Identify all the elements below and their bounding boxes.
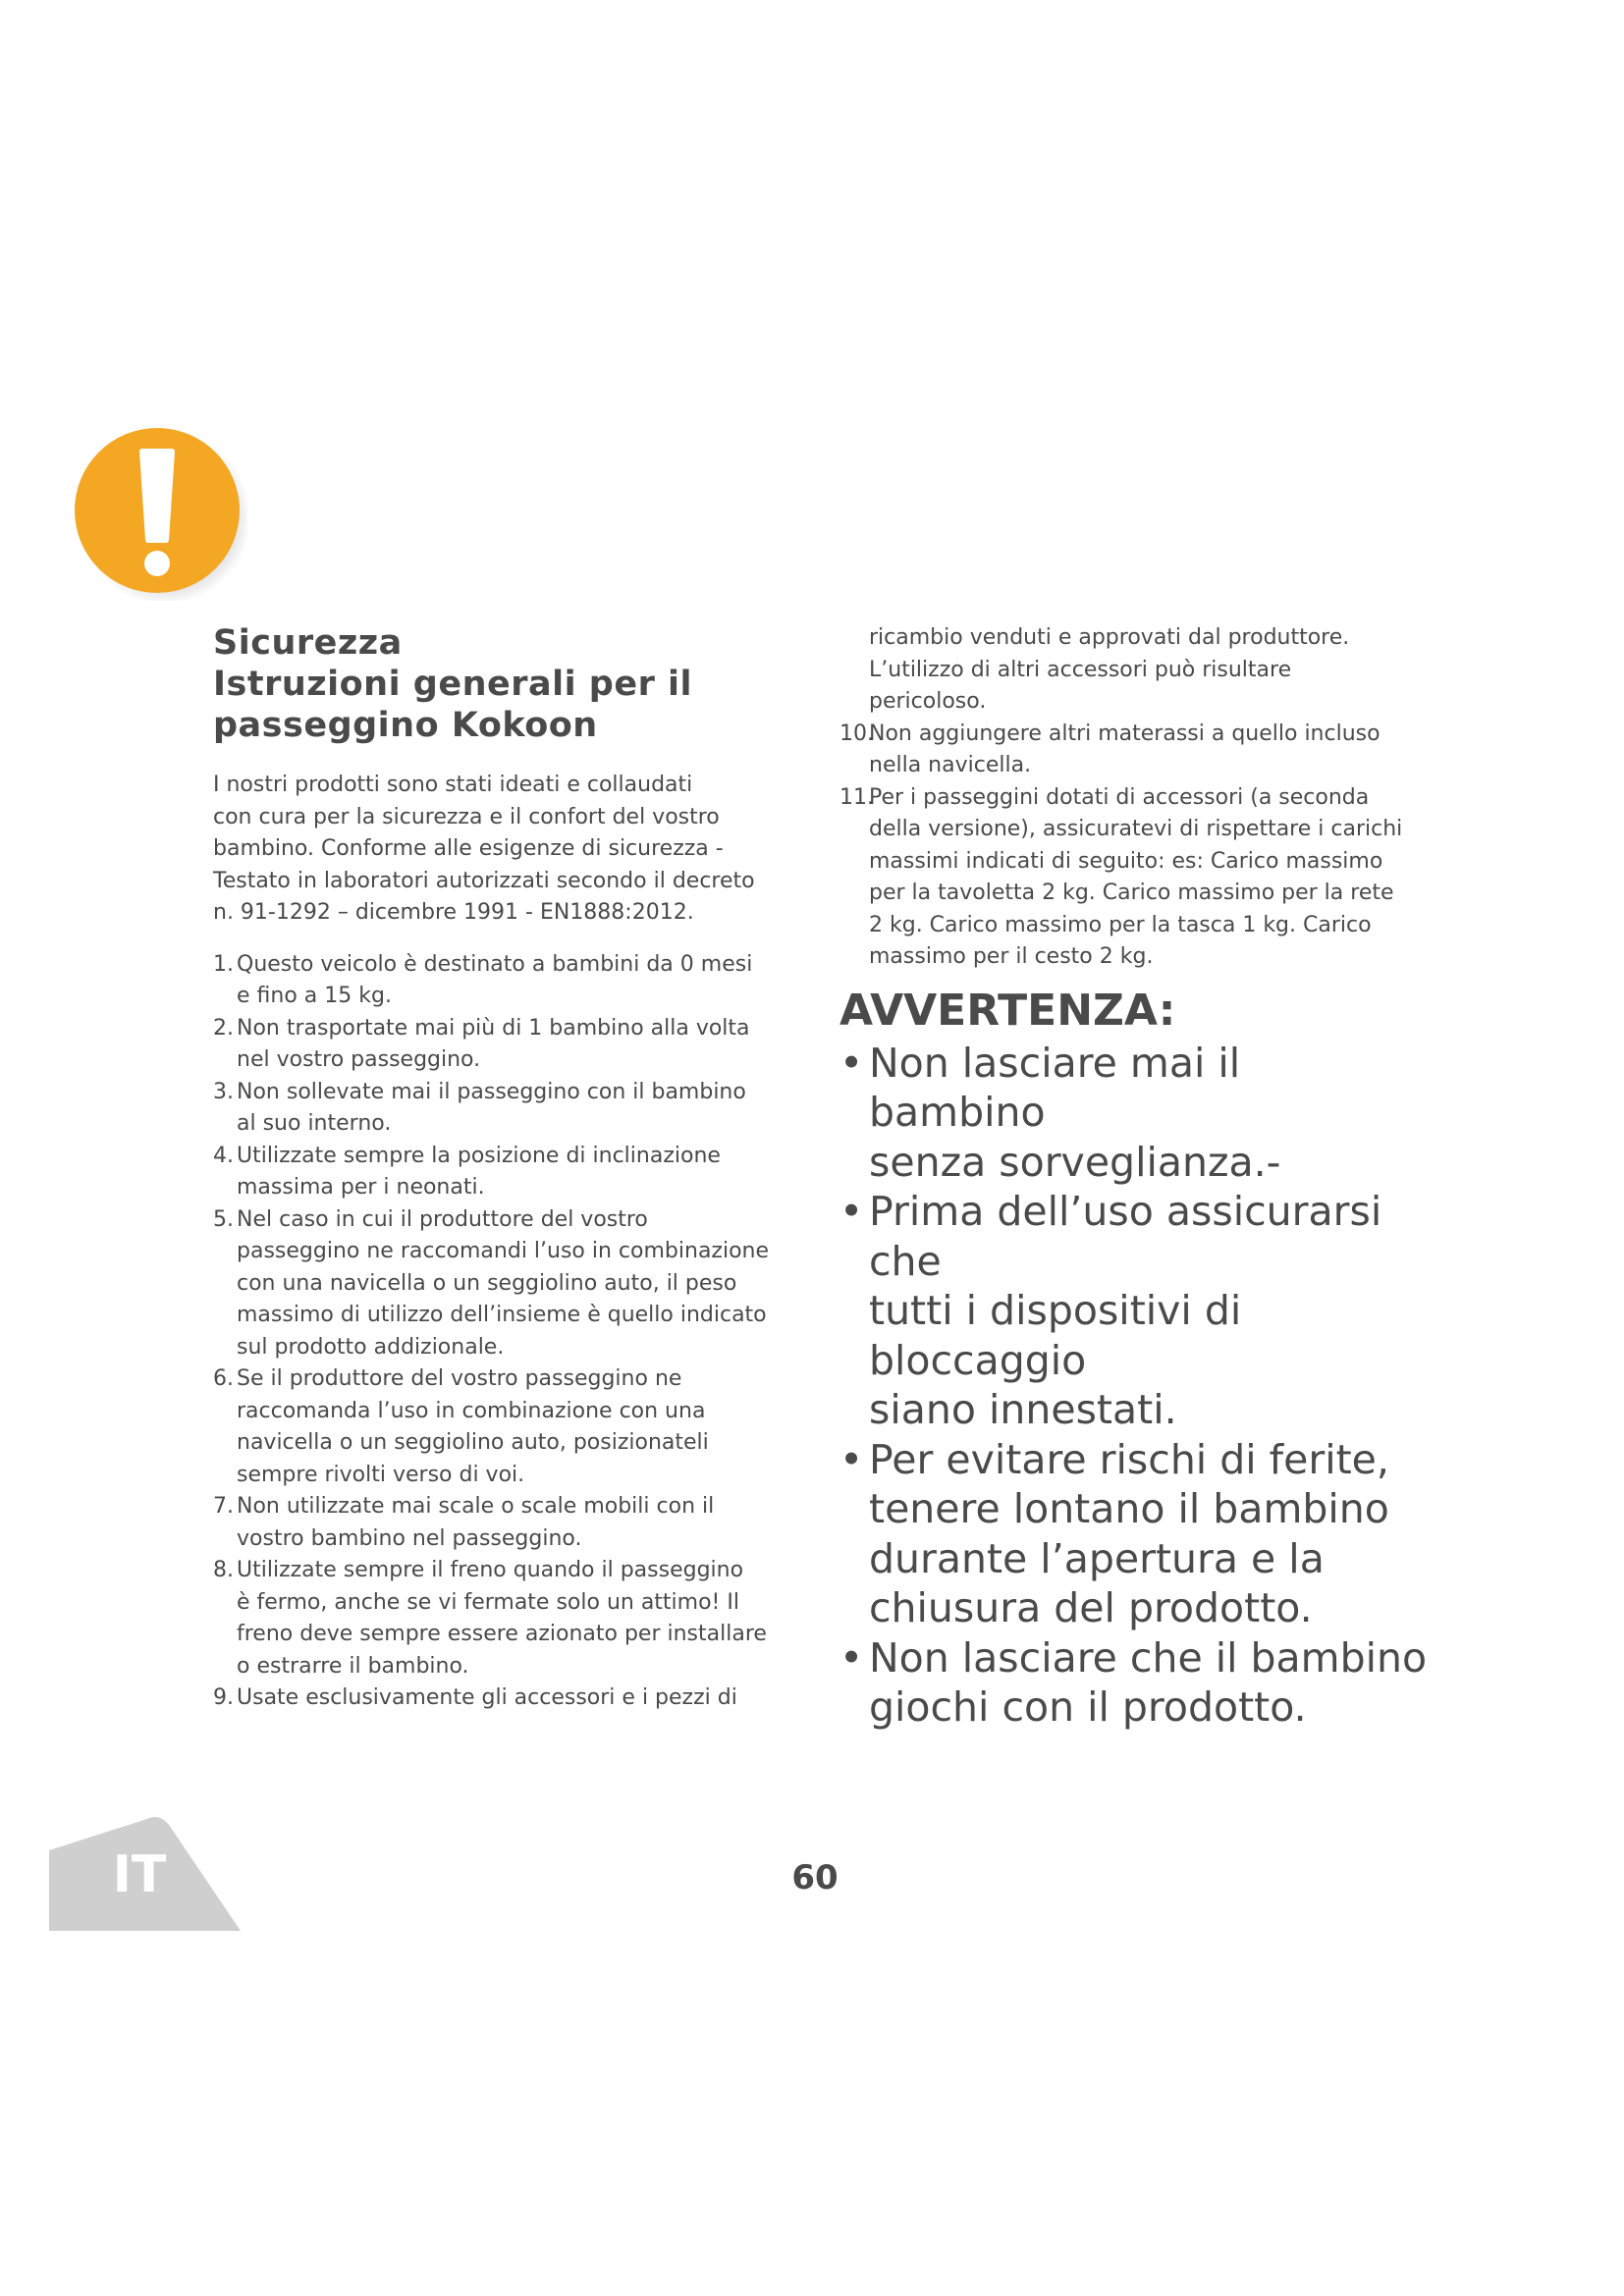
list-item xyxy=(213,1077,778,1141)
list-item-text: Questo veicolo è destinato a bambini da 0 mesi e fino a 15 kg. xyxy=(237,951,753,1008)
warning-item-text: Prima dell’uso assicurarsi che tutti i dispositivi di bloccaggio siano innestati. xyxy=(869,1188,1382,1433)
page-number: 60 xyxy=(791,1858,839,1897)
bullet: • xyxy=(839,1435,864,1483)
warning-item-text: Non lasciare mai il bambino senza sorveglianza.- xyxy=(869,1039,1281,1186)
list-item xyxy=(213,949,778,1013)
bullet: • xyxy=(839,1188,864,1235)
warning-item-text: Per evitare rischi di ferite, tenere lontano il bambino durante l’apertura e la chiusura del prodotto. xyxy=(869,1435,1389,1631)
title-line-2: Istruzioni generali per il xyxy=(213,665,693,704)
list-item-number: 5. xyxy=(213,1206,234,1232)
list-item xyxy=(839,622,1429,719)
bullet: • xyxy=(839,1039,864,1087)
list-item xyxy=(213,1013,778,1077)
warning-list xyxy=(839,1039,1429,1733)
warning-item xyxy=(839,1633,1429,1733)
warning-title: AVVERTENZA: xyxy=(839,985,1176,1036)
list-item-number: 7. xyxy=(213,1494,234,1519)
list-item-text: Non trasportate mai più di 1 bambino alla volta nel vostro passeggino. xyxy=(237,1015,750,1072)
language-tab-shape xyxy=(49,1813,241,1931)
warning-item xyxy=(839,1039,1429,1188)
list-item-number: 11. xyxy=(839,784,874,810)
list-item-number: 9. xyxy=(213,1685,234,1710)
list-item-text: Usate esclusivamente gli accessori e i pezzi di xyxy=(237,1685,737,1710)
title-line-1: Sicurezza xyxy=(213,623,403,663)
list-item xyxy=(213,1682,778,1715)
list-item xyxy=(839,782,1429,974)
language-code: IT xyxy=(112,1845,167,1904)
list-item xyxy=(213,1204,778,1364)
list-item-text: Non utilizzate mai scale o scale mobili con il vostro bambino nel passeggino. xyxy=(237,1494,715,1551)
list-item-number: 4. xyxy=(213,1143,234,1168)
section-title xyxy=(213,622,778,746)
warning-item xyxy=(839,1187,1429,1435)
right-column xyxy=(839,622,1429,1733)
list-item-text: Per i passeggini dotati di accessori (a seconda della versione), assicuratevi di rispettare i carichi massimi indicati di seguito: es: Carico massimo per la tavoletta 2 kg. Carico massimo per la rete 2 kg. Carico massimo per la tasca 1 kg. Carico massimo per il cesto 2 kg. xyxy=(869,784,1403,969)
list-item-number: 1. xyxy=(213,951,234,977)
list-item-number: 10. xyxy=(839,721,874,746)
list-item-number: 2. xyxy=(213,1015,234,1041)
left-column xyxy=(213,622,778,1715)
safety-rules-list xyxy=(213,949,778,1715)
list-item-text: Non sollevate mai il passeggino con il bambino al suo interno. xyxy=(237,1079,746,1136)
warning-item xyxy=(839,1435,1429,1633)
list-item xyxy=(213,1141,778,1204)
list-item-text: Non aggiungere altri materassi a quello incluso nella navicella. xyxy=(869,721,1380,777)
list-item-number: 6. xyxy=(213,1366,234,1391)
list-item-text: ricambio venduti e approvati dal produttore. L’utilizzo di altri accessori può risultare pericoloso. xyxy=(869,625,1350,714)
language-tab xyxy=(49,1813,241,1931)
safety-rules-list-continued xyxy=(839,622,1429,974)
intro-paragraph: I nostri prodotti sono stati ideati e collaudati con cura per la sicurezza e il confort del vostro bambino. Conforme alle esigenze di sicurezza - Testato in laboratori autorizzati secondo il decreto n. 91-1292 – dicembre 1991 - EN1888:2012. xyxy=(213,773,755,925)
exclamation-circle-icon xyxy=(71,424,247,601)
list-item-number: 8. xyxy=(213,1558,234,1582)
bullet: • xyxy=(839,1633,864,1682)
list-item xyxy=(839,719,1429,782)
warning-badge xyxy=(71,424,247,601)
list-item-text: Utilizzate sempre la posizione di inclinazione massima per i neonati. xyxy=(237,1143,721,1200)
warning-item-text: Non lasciare che il bambino giochi con il prodotto. xyxy=(869,1633,1428,1731)
list-item-number: 3. xyxy=(213,1079,234,1104)
list-item xyxy=(213,1363,778,1491)
list-item xyxy=(213,1555,778,1682)
list-item-text: Se il produttore del vostro passeggino ne raccomanda l’uso in combinazione con una navicella o un seggiolino auto, posizionateli sempre rivolti verso di voi. xyxy=(237,1366,709,1487)
list-item xyxy=(213,1491,778,1555)
list-item-text: Utilizzate sempre il freno quando il passeggino è fermo, anche se vi fermate solo un attimo! Il freno deve sempre essere azionato per installare o estrarre il bambino. xyxy=(237,1558,767,1679)
list-item-text: Nel caso in cui il produttore del vostro passeggino ne raccomandi l’uso in combinazione con una navicella o un seggiolino auto, il peso massimo di utilizzo dell’insieme è quello indicato sul prodotto addizionale. xyxy=(237,1206,770,1360)
title-line-3: passeggino Kokoon xyxy=(213,706,598,745)
